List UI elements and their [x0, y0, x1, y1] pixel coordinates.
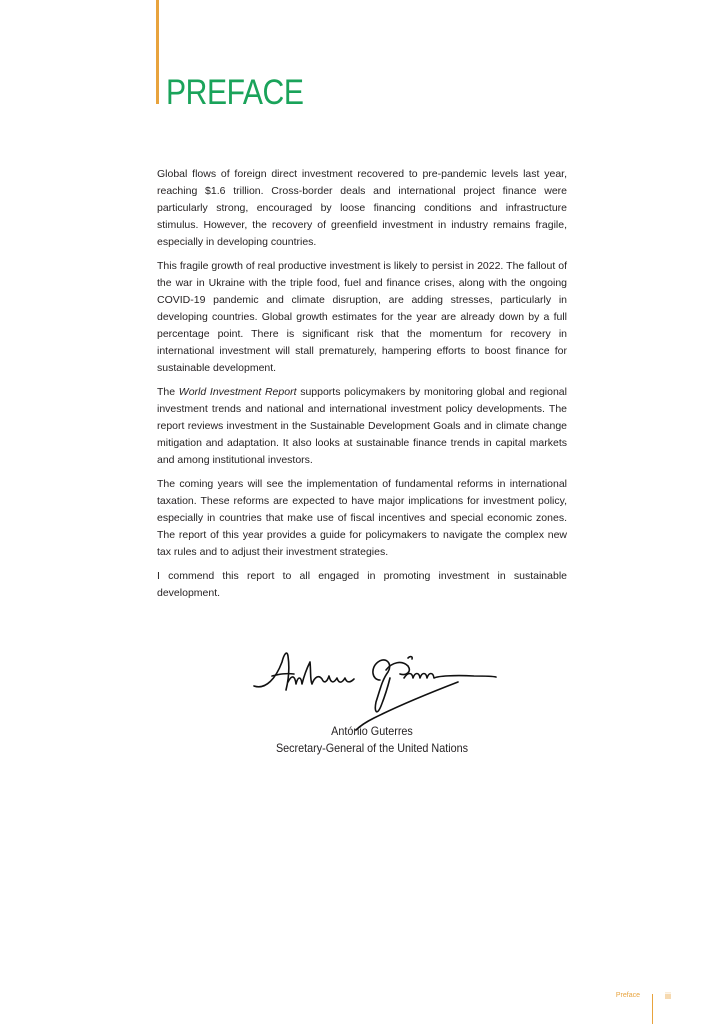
- paragraph-text: supports policymakers by monitoring global and regional investment trends and national and international investment policy developments. The report reviews investment in the Sustainable Development Goals and in climate change mitigation and adaptation. It also looks at sustainable finance trends in capital markets and among institutional investors.: [157, 386, 567, 466]
- page-title: PREFACE: [166, 73, 304, 112]
- paragraph-text: Global flows of foreign direct investment recovered to pre-pandemic levels last year, reaching $1.6 trillion. Cross-border deals and international project finance were particularly strong, encouraged by loose financing conditions and infrastructure stimulus. However, the recovery of greenfield investment in industry remains fragile, especially in developing countries.: [157, 168, 567, 248]
- paragraph-4: [157, 476, 567, 561]
- paragraph-1: [157, 166, 567, 251]
- paragraph-text: I commend this report to all engaged in promoting investment in sustainable development.: [157, 570, 567, 599]
- report-title-italic: World Investment Report: [178, 386, 297, 398]
- signer-block: [262, 723, 482, 757]
- paragraph-3: [157, 384, 567, 469]
- paragraph-text: The: [157, 386, 179, 398]
- paragraph-text: This fragile growth of real productive investment is likely to persist in 2022. The fallout of the war in Ukraine with the triple food, fuel and finance crises, along with the ongoing COVID-19 pandemic and climate disruption, are adding stresses, particularly in developing countries. Global growth estimates for the year are already down by a full percentage point. There is significant risk that the momentum for recovery in international investment will stall prematurely, hampering efforts to boost finance for sustainable development.: [157, 260, 567, 374]
- page-number: iii: [665, 991, 671, 1001]
- paragraph-2: [157, 258, 567, 377]
- paragraph-5: [157, 568, 567, 602]
- preface-body: [157, 166, 567, 609]
- paragraph-text: The coming years will see the implementation of fundamental reforms in international taxation. These reforms are expected to have major implications for investment policy, especially in countries that make use of fiscal incentives and special economic zones. The report of this year provides a guide for policymakers to navigate the complex new tax rules and to adjust their investment strategies.: [157, 478, 567, 558]
- footer-divider: [652, 994, 653, 1024]
- signer-name: António Guterres: [331, 724, 413, 738]
- accent-rule-top: [156, 0, 159, 104]
- footer-section-label: Preface: [615, 992, 640, 999]
- signer-role: Secretary-General of the United Nations: [275, 741, 469, 755]
